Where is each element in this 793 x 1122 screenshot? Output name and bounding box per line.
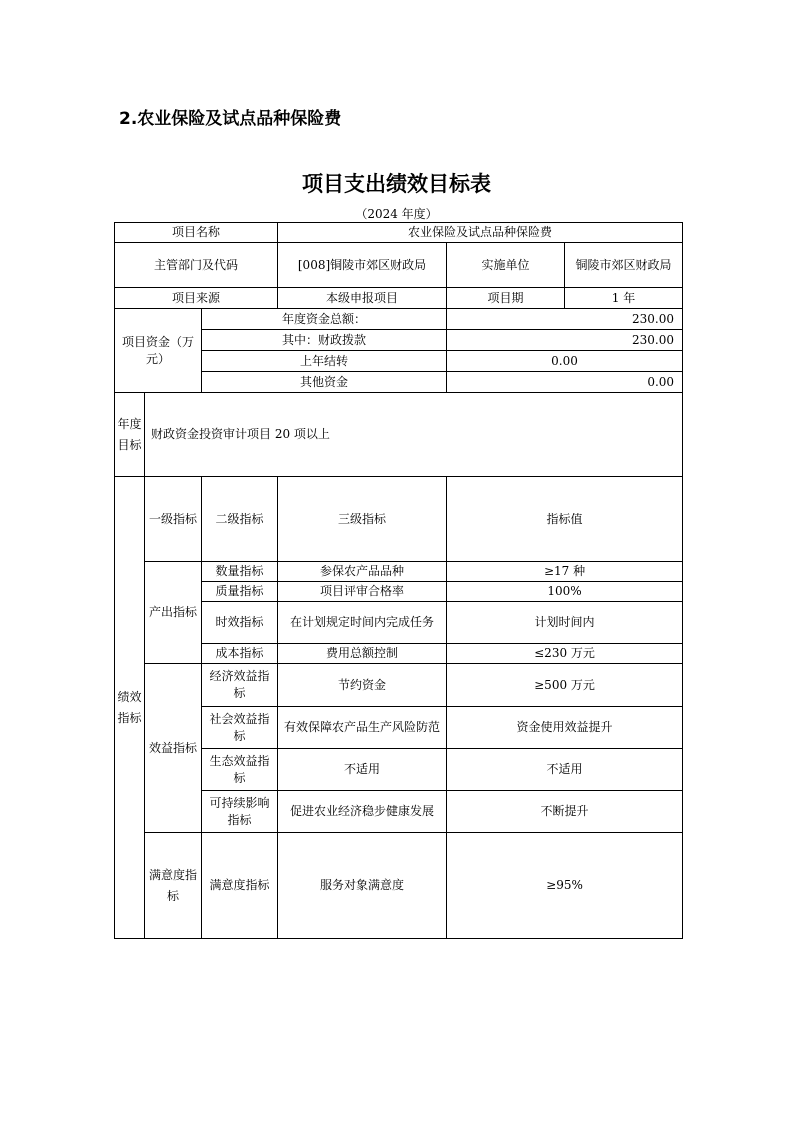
row-l2: 成本指标 bbox=[202, 644, 278, 664]
row-l2: 时效指标 bbox=[202, 602, 278, 644]
satisfaction-label: 满意度指标 bbox=[145, 833, 202, 939]
row-value: 计划时间内 bbox=[447, 602, 683, 644]
row-value: 不适用 bbox=[447, 749, 683, 791]
carry-label: 上年结转 bbox=[202, 351, 447, 372]
fiscal-label: 其中：财政拨款 bbox=[202, 330, 447, 351]
section-heading: 2.农业保险及试点品种保险费 bbox=[119, 109, 342, 129]
value-header: 指标值 bbox=[447, 477, 683, 562]
row-l3: 参保农产品品种 bbox=[278, 562, 447, 582]
level3-header: 三级指标 bbox=[278, 477, 447, 562]
fiscal-value: 230.00 bbox=[447, 330, 683, 351]
period-label: 项目期 bbox=[447, 288, 565, 309]
row-value: ≥500 万元 bbox=[447, 664, 683, 707]
row-l3: 不适用 bbox=[278, 749, 447, 791]
level2-header: 二级指标 bbox=[202, 477, 278, 562]
other-value: 0.00 bbox=[447, 372, 683, 393]
row-l2: 经济效益指标 bbox=[202, 664, 278, 707]
row-value: ≥95% bbox=[447, 833, 683, 939]
impl-value: 铜陵市郊区财政局 bbox=[565, 243, 683, 288]
row-l2: 满意度指标 bbox=[202, 833, 278, 939]
total-value: 230.00 bbox=[447, 309, 683, 330]
row-l3: 有效保障农产品生产风险防范 bbox=[278, 707, 447, 749]
row-l3: 费用总额控制 bbox=[278, 644, 447, 664]
dept-label: 主管部门及代码 bbox=[115, 243, 278, 288]
total-label: 年度资金总额： bbox=[202, 309, 447, 330]
table-title: 项目支出绩效目标表 bbox=[302, 172, 491, 196]
row-l3: 节约资金 bbox=[278, 664, 447, 707]
table-year: （2024 年度） bbox=[355, 207, 438, 221]
performance-table bbox=[114, 222, 683, 939]
row-value: 100% bbox=[447, 582, 683, 602]
output-label: 产出指标 bbox=[145, 562, 202, 664]
row-l3: 在计划规定时间内完成任务 bbox=[278, 602, 447, 644]
row-value: 不断提升 bbox=[447, 791, 683, 833]
source-value: 本级申报项目 bbox=[278, 288, 447, 309]
project-name-value: 农业保险及试点品种保险费 bbox=[278, 223, 683, 243]
row-value: ≥17 种 bbox=[447, 562, 683, 582]
perf-label: 绩效指标 bbox=[115, 477, 145, 939]
benefit-label: 效益指标 bbox=[145, 664, 202, 833]
source-label: 项目来源 bbox=[115, 288, 278, 309]
dept-value: [008]铜陵市郊区财政局 bbox=[278, 243, 447, 288]
row-value: 资金使用效益提升 bbox=[447, 707, 683, 749]
row-l3: 服务对象满意度 bbox=[278, 833, 447, 939]
row-l2: 质量指标 bbox=[202, 582, 278, 602]
row-value: ≤230 万元 bbox=[447, 644, 683, 664]
period-value: 1 年 bbox=[565, 288, 683, 309]
carry-value: 0.00 bbox=[447, 351, 683, 372]
level1-header: 一级指标 bbox=[145, 477, 202, 562]
project-name-label: 项目名称 bbox=[115, 223, 278, 243]
other-label: 其他资金 bbox=[202, 372, 447, 393]
annual-goal-label: 年度目标 bbox=[115, 393, 145, 477]
row-l2: 数量指标 bbox=[202, 562, 278, 582]
row-l3: 促进农业经济稳步健康发展 bbox=[278, 791, 447, 833]
row-l2: 生态效益指标 bbox=[202, 749, 278, 791]
row-l2: 可持续影响指标 bbox=[202, 791, 278, 833]
row-l3: 项目评审合格率 bbox=[278, 582, 447, 602]
row-l2: 社会效益指标 bbox=[202, 707, 278, 749]
annual-goal-value: 财政资金投资审计项目 20 项以上 bbox=[145, 393, 683, 477]
funds-label: 项目资金（万元） bbox=[115, 309, 202, 393]
impl-label: 实施单位 bbox=[447, 243, 565, 288]
